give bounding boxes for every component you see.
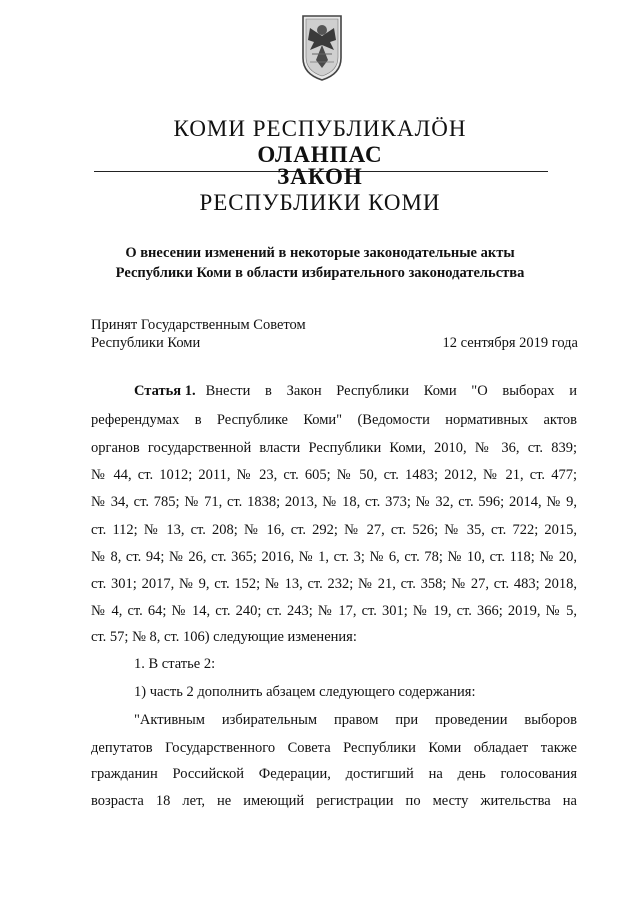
adoption-line-1: Принят Государственным Советом	[91, 317, 306, 333]
body-line: 1. В статье 2:	[134, 656, 216, 672]
body-line: 1) часть 2 дополнить абзацем следующего содержания:	[134, 684, 476, 700]
body-line: органов государственной власти Республики Коми, 2010, № 36, ст. 839;	[91, 440, 577, 456]
body-line: № 44, ст. 1012; 2011, № 23, ст. 605; № 50, ст. 1483; 2012, № 21, ст. 477;	[91, 467, 577, 483]
body-line: № 4, ст. 64; № 14, ст. 240; ст. 243; № 17, ст. 301; № 19, ст. 366; 2019, № 5,	[91, 603, 577, 619]
header-republic-komi: РЕСПУБЛИКИ КОМИ	[199, 190, 441, 215]
body-line: ст. 57; № 8, ст. 106) следующие изменения:	[91, 629, 357, 645]
article-label: Статья 1.	[134, 383, 196, 399]
body-line: возраста 18 лет, не имеющий регистрации по месту жительства на	[91, 793, 577, 809]
body-line: № 8, ст. 94; № 26, ст. 365; 2016, № 1, ст. 3; № 6, ст. 78; № 10, ст. 118; № 20,	[91, 549, 577, 565]
body-line: "Активным избирательным правом при проведении выборов	[134, 712, 577, 728]
body-line: гражданин Российской Федерации, достигший на день голосования	[91, 766, 577, 782]
header-law: ЗАКОН	[277, 164, 363, 189]
body-line: депутатов Государственного Совета Республики Коми обладает также	[91, 740, 577, 756]
article-1-first-line	[134, 382, 577, 400]
adoption-line-2: Республики Коми	[91, 335, 201, 351]
body-line: Внести в Закон Республики Коми "О выборах и	[205, 383, 577, 399]
header-olanpas: ОЛАНПАС	[257, 142, 383, 167]
body-line: № 34, ст. 785; № 71, ст. 1838; 2013, № 18, ст. 373; № 32, ст. 596; 2014, № 9,	[91, 494, 577, 510]
law-title-line-1: О внесении изменений в некоторые законодательные акты	[125, 245, 515, 261]
law-title-line-2: Республики Коми в области избирательного законодательства	[115, 265, 525, 281]
body-line: референдумах в Республике Коми" (Ведомости нормативных актов	[91, 412, 577, 428]
adoption-date: 12 сентября 2019 года	[442, 335, 578, 351]
body-line: ст. 112; № 13, ст. 208; № 16, ст. 292; № 27, ст. 526; № 35, ст. 722; 2015,	[91, 522, 577, 538]
coat-of-arms-emblem	[300, 12, 344, 82]
header-komi-republic: КОМИ РЕСПУБЛИКАЛӦН	[173, 116, 467, 141]
body-line: ст. 301; 2017, № 9, ст. 152; № 13, ст. 232; № 21, ст. 358; № 27, ст. 483; 2018,	[91, 576, 577, 592]
